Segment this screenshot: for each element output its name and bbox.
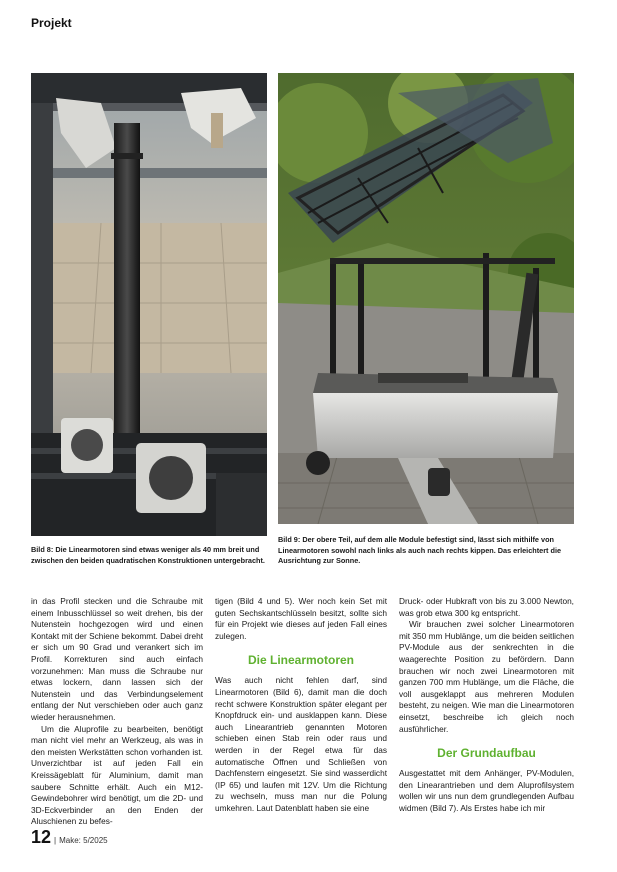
figure-8-image: [31, 73, 267, 536]
paragraph: tigen (Bild 4 und 5). Wer noch kein Set mit guten Sechskantschlüsseln besitzt, sollte sich für ein Projekt wie dieses auf jeden Fall eines zulegen.: [215, 596, 387, 641]
page-footer: [31, 827, 108, 848]
paragraph: Um die Aluprofile zu bearbeiten, benötigt man nicht viel mehr an Werkzeug, als was in den meisten Werkstätten schon vorhanden ist. Unverzichtbar ist auf jeden Fall ein Kreissägeblatt für Aluminium, damit man saubere Schnitte erhält. Auch ein M12-Gewindebohrer wird benötigt, um die 2D- und 3D-Eckverbinder an den Enden der Aluschienen zu befes-: [31, 723, 203, 827]
figure-8-caption: Bild 8: Die Linearmotoren sind etwas weniger als 40 mm breit und zwischen den beiden quadratischen Konstruktionen untergebracht.: [31, 545, 265, 565]
section-heading-grundaufbau: Der Grundaufbau: [437, 746, 536, 761]
article-column-2: [215, 596, 387, 815]
article-column-1: [31, 596, 203, 828]
paragraph: Druck- oder Hubkraft von bis zu 3.000 Newton, was grob etwa 300 kg entspricht.: [399, 596, 574, 618]
issue-label: Make: 5/2025: [59, 836, 108, 845]
footer-separator: |: [54, 836, 57, 845]
paragraph: in das Profil stecken und die Schraube mit einem Inbusschlüssel so weit drehen, bis der Nutenstein hochgezogen wird und einen Kontakt mit der Schiene bekommt. Dabei dreht er sich um 90 Grad und verankert sich im Profil. Korrekturen sind auch einfach vorzunehmen: Man muss die Schraube nur etwas lockern, dann lassen sich der Nutenstein und das Verbindungselement entlang der Nut verschieben oder auch ganz wieder herausnehmen.: [31, 596, 204, 722]
paragraph: Wir brauchen zwei solcher Linearmotoren mit 350 mm Hublänge, um die beiden seitlichen PV-Module aus der senkrechten in die waagerechte Position zu befördern. Dann brauchen wir noch zwei Linearmotoren mit ganzen 700 mm Hublänge, um die Fläche, die voll ausgeklappt aus mehreren Modulen besteht, zu neigen. Wie man die Linearmotoren einsetzt, beschreibe ich gleich noch ausführlicher.: [399, 619, 574, 734]
paragraph: Was auch nicht fehlen darf, sind Linearmotoren (Bild 6), damit man die doch recht schwere Konstruktion später elegant per Knopfdruck ein- und ausklappen kann. Diese auch Linearantrieb genannten Motoren schieben einen Stab rein oder raus und werden in der Regel etwa für das automatische Öffnen und Schließen von Dachfenstern eingesetzt. Sie sind wasserdicht (IP 65) und laufen mit 12V. Um die Richtung zu wechseln, muss man nur die Polung umkehren. Laut Datenblatt haben sie eine: [215, 675, 387, 813]
section-heading-linearmotoren: Die Linearmotoren: [247, 653, 355, 668]
section-label: Projekt: [31, 16, 72, 30]
figure-9-image: [278, 73, 574, 524]
article-column-3: [399, 596, 574, 815]
paragraph: Ausgestattet mit dem Anhänger, PV-Modulen, den Linearantrieben und dem Aluprofilsystem wollen wir uns nun dem grundlegenden Aufbau widmen (Bild 7). Als Erstes habe ich mir: [399, 768, 574, 813]
figure-8-photo: [31, 73, 267, 536]
page-number: 12: [31, 827, 52, 847]
figure-9-photo: [278, 73, 574, 524]
figure-9-caption: Bild 9: Der obere Teil, auf dem alle Module befestigt sind, lässt sich mithilfe von Linearmotoren sowohl nach links als auch nach rechts kippen. Das erleichtert die Ausrichtung zur Sonne.: [278, 535, 562, 566]
